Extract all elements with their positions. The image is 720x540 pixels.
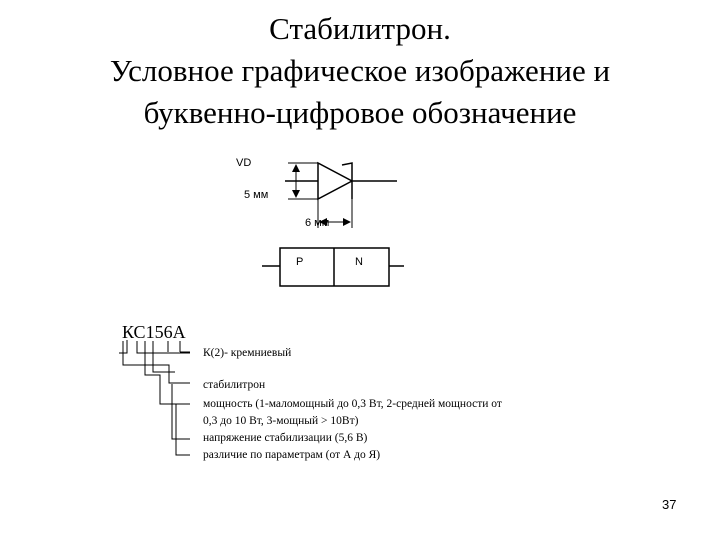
decoding-line-3: мощность (1-маломощный до 0,3 Вт, 2-средней мощности от [203, 398, 502, 410]
n-region-label: N [355, 256, 363, 268]
decoding-line-2: стабилитрон [203, 379, 266, 391]
p-region-label: P [296, 256, 304, 268]
designator-label: VD [236, 157, 252, 169]
height-dimension-label: 5 мм [244, 189, 269, 201]
decoding-line-4: 0,3 до 10 Вт, 3-мощный > 10Вт) [203, 415, 359, 427]
decoding-line-6: различие по параметрам (от А до Я) [203, 449, 381, 461]
pn-structure [262, 248, 404, 286]
zener-diode-symbol [285, 163, 397, 199]
width-dimension-label: 6 мм [305, 217, 330, 229]
device-code: КС156А [122, 322, 186, 342]
title-line-1: Стабилитрон. [269, 11, 451, 46]
decoding-line-5: напряжение стабилизации (5,6 В) [203, 432, 368, 444]
page-number: 37 [662, 497, 677, 512]
title-line-2: Условное графическое изображение и [109, 53, 611, 88]
code-bracket-lines [119, 340, 190, 455]
diode-triangle [318, 163, 352, 199]
decoding-line-1: К(2)- кремниевый [203, 347, 292, 359]
title-line-3: буквенно-цифровое обозначение [143, 95, 577, 130]
